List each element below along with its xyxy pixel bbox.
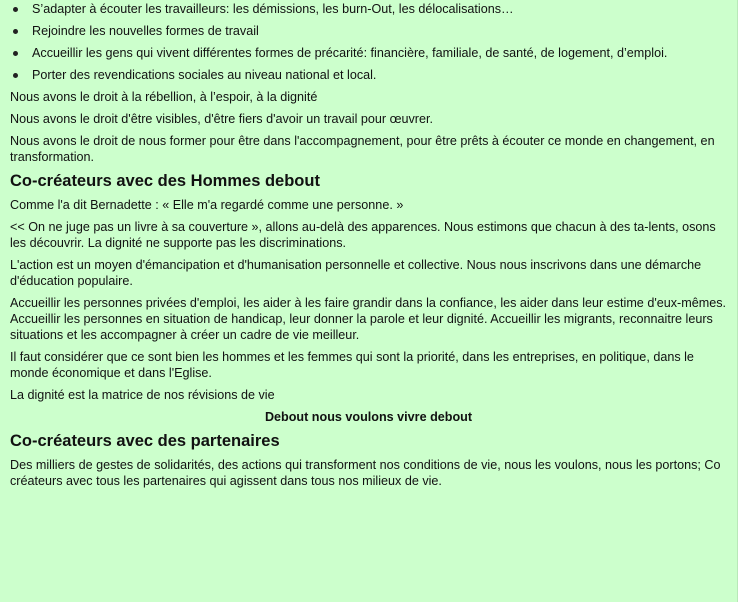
- rights-paragraph: Nous avons le droit à la rébellion, à l’espoir, à la dignité: [10, 90, 318, 104]
- bullet-item: [10, 23, 727, 39]
- body-paragraph: Des milliers de gestes de solidarités, des actions qui transforment nos conditions de vie, nous les voulons, nous les portons; Co créateurs avec tous les partenaires qui agissent dans tous nos milieux de vie.: [10, 458, 721, 488]
- bullet-dot-icon: [13, 29, 18, 34]
- section-heading: Co-créateurs avec des Hommes debout: [10, 172, 320, 190]
- bullet-text: Rejoindre les nouvelles formes de travail: [32, 24, 259, 38]
- bullet-item: [10, 1, 727, 17]
- bullet-dot-icon: [13, 51, 18, 56]
- bullet-item: [10, 45, 727, 61]
- body-paragraph: Il faut considérer que ce sont bien les hommes et les femmes qui sont la priorité, dans les entreprises, en politique, dans le monde économique et dans l'Eglise.: [10, 350, 694, 380]
- body-paragraph: La dignité est la matrice de nos révisions de vie: [10, 388, 275, 402]
- bullet-list: [10, 1, 727, 83]
- bullet-dot-icon: [13, 73, 18, 78]
- section-heading: Co-créateurs avec des partenaires: [10, 432, 280, 450]
- bullet-text: Porter des revendications sociales au niveau national et local.: [32, 68, 377, 82]
- body-paragraph: Accueillir les personnes privées d'emploi, les aider à les faire grandir dans la confiance, les aider dans leur estime d'eux-mêmes. Accueillir les personnes en situation de handicap, leur donner la parole et leur dignité. Accueillir les migrants, reconnaitre leurs situations et les accompagner à créer un cadre de vie meilleur.: [10, 296, 727, 342]
- bullet-item: [10, 67, 727, 83]
- body-paragraph: Comme l'a dit Bernadette : « Elle m'a regardé comme une personne. »: [10, 198, 404, 212]
- slogan: Debout nous voulons vivre debout: [264, 410, 473, 424]
- body-paragraph: << On ne juge pas un livre à sa couverture », allons au-delà des apparences. Nous estimons que chacun à des ta-lents, osons les découvrir. La dignité ne supporte pas les discriminations.: [10, 220, 716, 250]
- bullet-dot-icon: [13, 7, 18, 12]
- bullet-text: Accueillir les gens qui vivent différentes formes de précarité: financière, familiale, de santé, de logement, d’emploi.: [32, 46, 668, 60]
- rights-paragraph: Nous avons le droit de nous former pour être dans l'accompagnement, pour être prêts à écouter ce monde en changement, en transformation.: [10, 134, 715, 164]
- rights-paragraph: Nous avons le droit d'être visibles, d'être fiers d'avoir un travail pour œuvrer.: [10, 112, 433, 126]
- body-paragraph: L'action est un moyen d'émancipation et d'humanisation personnelle et collective. Nous nous inscrivons dans une démarche d'éducation populaire.: [10, 258, 702, 288]
- bullet-text: S’adapter à écouter les travailleurs: les démissions, les burn-Out, les délocalisations…: [32, 2, 514, 16]
